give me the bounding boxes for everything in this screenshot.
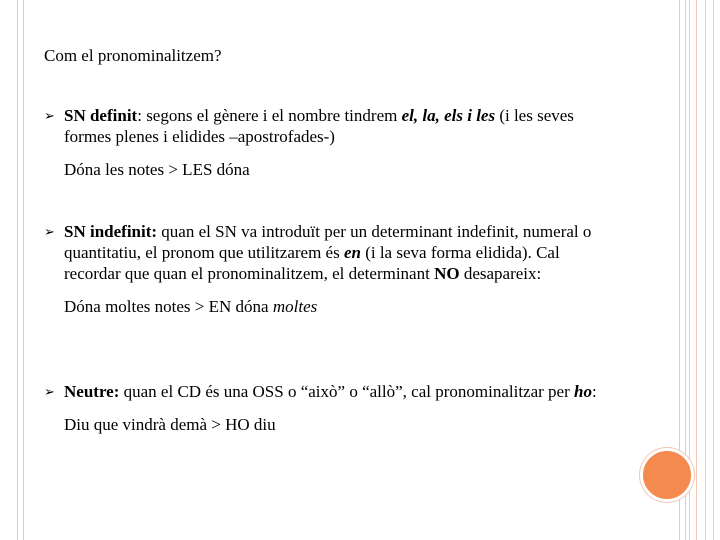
- example: Dóna les notes > LES dóna: [64, 160, 250, 179]
- example-italic: moltes: [272, 297, 318, 316]
- text-run: (i la seva forma elidida). Cal recordar que quan el pronominalitzem, el determinant: [64, 243, 560, 283]
- arrow-bullet-icon: ➢: [44, 225, 55, 240]
- bullet-text: [64, 381, 619, 402]
- text-run: (i les seves formes plenes i elidides –apostrofades-): [64, 106, 574, 146]
- term: SN definit: [64, 106, 138, 125]
- rail-line: [713, 0, 714, 540]
- pronoun: ho: [574, 382, 592, 401]
- bullet-item-indefinit: [44, 221, 619, 317]
- arrow-bullet-icon: ➢: [44, 385, 55, 400]
- slide-title: Com el pronominalitzem?: [44, 46, 222, 65]
- bullet-text: [64, 221, 619, 284]
- term: SN indefinit:: [64, 222, 158, 241]
- pronouns: el, la, els i les: [401, 106, 496, 125]
- decorative-circle: [640, 448, 694, 502]
- bullet-text: [64, 105, 619, 147]
- pronoun: en: [343, 243, 361, 262]
- text-run: :: [591, 382, 597, 401]
- example: [64, 296, 619, 317]
- emphasis: NO: [434, 264, 460, 283]
- rail-line: [696, 0, 697, 540]
- arrow-bullet-icon: ➢: [44, 109, 55, 124]
- bullet-item-definit: [44, 105, 619, 180]
- bullet-item-neutre: [44, 381, 619, 435]
- text-run: quan el SN va introduït per un determinant indefinit, numeral o quantitatiu, el pronom que utilitzarem és: [64, 222, 592, 262]
- example-text: Dóna moltes notes > EN dóna: [64, 297, 273, 316]
- text-run: quan el CD és una OSS o “això” o “allò”, cal pronominalitzar per: [119, 382, 574, 401]
- text-run: : segons el gènere i el nombre tindrem: [137, 106, 402, 125]
- text-run: desapareix:: [459, 264, 542, 283]
- example: Diu que vindrà demà > HO diu: [64, 415, 276, 434]
- decorative-rail: [689, 0, 715, 540]
- term: Neutre:: [64, 382, 120, 401]
- rail-line: [705, 0, 706, 540]
